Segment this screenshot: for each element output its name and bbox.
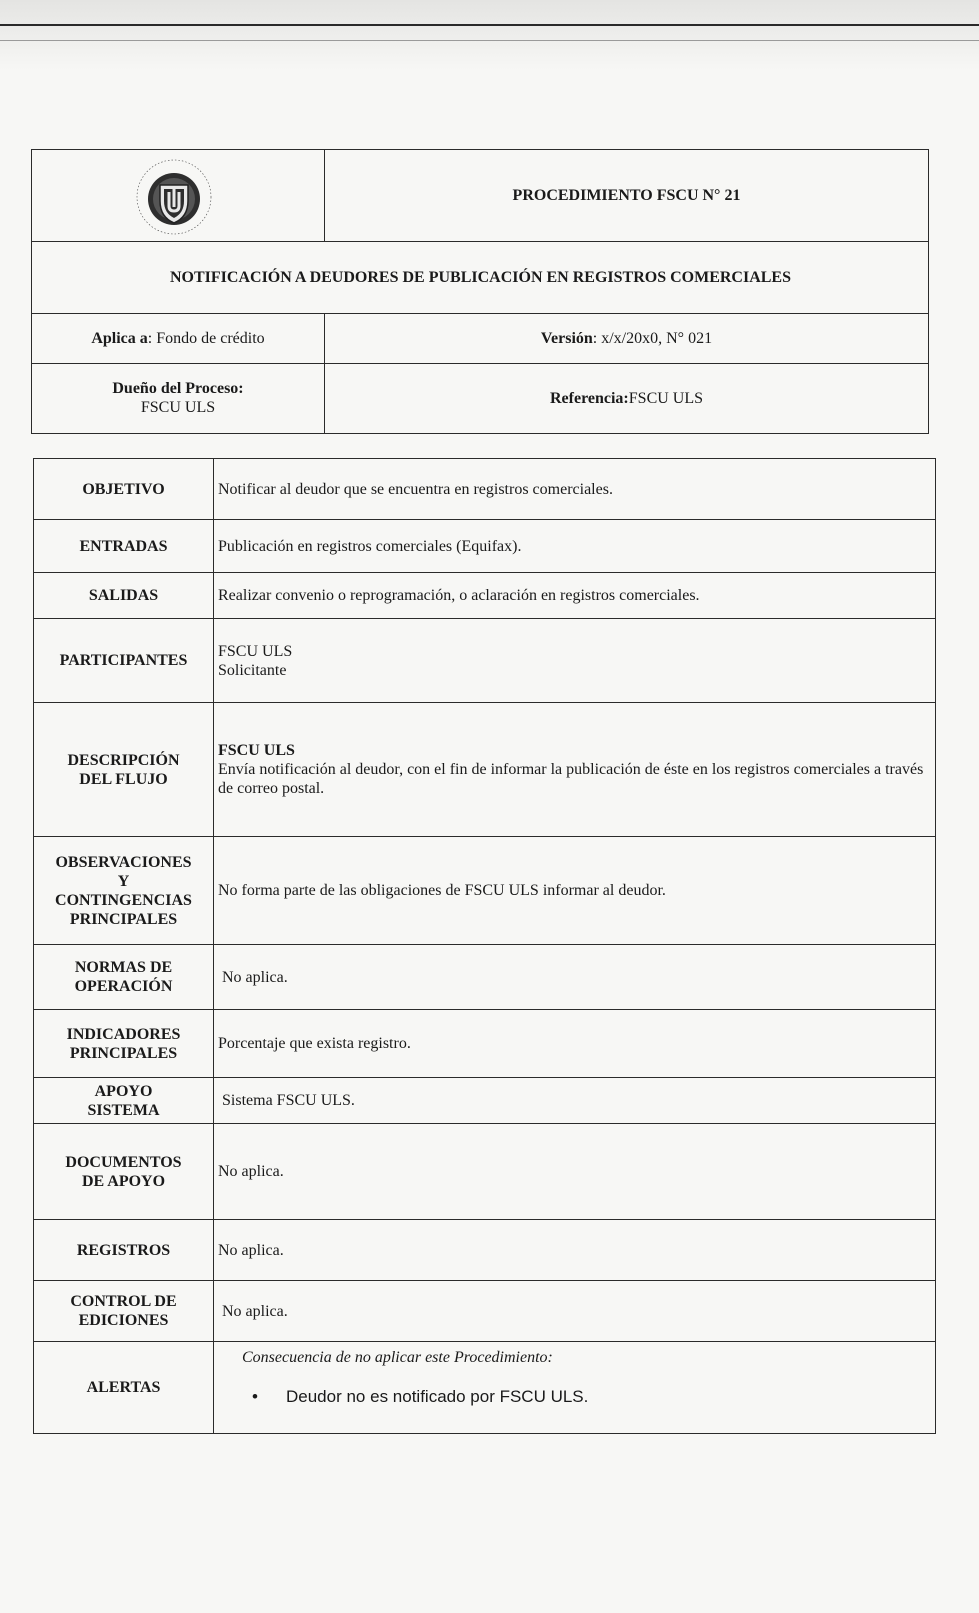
reference xyxy=(324,363,929,433)
row-value xyxy=(214,703,936,837)
reference-value: FSCU ULS xyxy=(628,389,704,407)
owner-label: Dueño del Proceso: xyxy=(112,380,244,397)
row-label: OBJETIVO xyxy=(34,459,214,520)
label-line: INDICADORES xyxy=(66,1025,181,1043)
label-line: EDICIONES xyxy=(78,1312,169,1329)
scan-edge-line xyxy=(0,24,979,26)
table-row xyxy=(34,1220,936,1281)
row-label: SALIDAS xyxy=(34,573,214,619)
university-seal-icon xyxy=(136,159,212,235)
bullet-icon: • xyxy=(252,1387,258,1406)
applies-label: Aplica a xyxy=(91,329,148,347)
row-label xyxy=(34,1010,214,1078)
flow-actor: FSCU ULS xyxy=(218,742,295,759)
header-block xyxy=(31,149,929,434)
table-row xyxy=(34,945,936,1010)
table-row xyxy=(34,837,936,945)
alert-heading: Consecuencia de no aplicar este Procedimiento: xyxy=(242,1349,553,1366)
scan-shadow xyxy=(0,0,979,70)
label-line: OPERACIÓN xyxy=(74,978,173,995)
flow-description: Envía notificación al deudor, con el fin de informar la publicación de éste en los registros comerciales a través de correo postal. xyxy=(218,761,924,797)
row-value: Sistema FSCU ULS. xyxy=(214,1078,936,1124)
participant: FSCU ULS xyxy=(218,642,293,660)
row-label xyxy=(34,837,214,945)
row-value: No aplica. xyxy=(214,1124,936,1220)
label-line: SISTEMA xyxy=(87,1101,160,1119)
row-label: REGISTROS xyxy=(34,1220,214,1281)
row-label xyxy=(34,1078,214,1124)
version xyxy=(324,313,929,363)
procedure-title: PROCEDIMIENTO FSCU N° 21 xyxy=(512,187,741,204)
owner-value: FSCU ULS xyxy=(140,399,216,416)
process-owner xyxy=(32,363,324,433)
page-title: NOTIFICACIÓN A DEUDORES DE PUBLICACIÓN EN REGISTROS COMERCIALES xyxy=(170,268,791,286)
row-value: No aplica. xyxy=(214,1281,936,1342)
scan-edge-line xyxy=(0,40,979,41)
row-label: PARTICIPANTES xyxy=(34,619,214,703)
label-line: OBSERVACIONES xyxy=(55,853,192,871)
label-line: DE APOYO xyxy=(81,1172,166,1190)
table-row xyxy=(34,573,936,619)
row-value: Realizar convenio o reprogramación, o aclaración en registros comerciales. xyxy=(214,573,936,619)
row-label xyxy=(34,703,214,837)
table-row xyxy=(34,1124,936,1220)
label-line: NORMAS DE xyxy=(74,959,173,976)
row-value xyxy=(214,1342,936,1434)
row-label: ENTRADAS xyxy=(34,520,214,573)
label-line: Y xyxy=(117,872,130,890)
table-row xyxy=(34,459,936,520)
row-value xyxy=(214,619,936,703)
row-label: ALERTAS xyxy=(34,1342,214,1434)
table-row xyxy=(34,1342,936,1434)
version-value: : x/x/20x0, N° 021 xyxy=(592,329,713,347)
alert-text: Deudor no es notificado por FSCU ULS. xyxy=(286,1387,589,1406)
row-label xyxy=(34,1281,214,1342)
row-value: No aplica. xyxy=(214,945,936,1010)
table-row xyxy=(34,520,936,573)
row-value: Porcentaje que exista registro. xyxy=(214,1010,936,1078)
alert-bullet xyxy=(252,1387,931,1406)
table-row xyxy=(34,1078,936,1124)
row-label xyxy=(34,945,214,1010)
participant: Solicitante xyxy=(218,661,287,679)
applies-value: : Fondo de crédito xyxy=(147,329,265,347)
table-row xyxy=(34,1010,936,1078)
label-line: PRINCIPALES xyxy=(69,910,178,928)
row-value: Notificar al deudor que se encuentra en registros comerciales. xyxy=(214,459,936,520)
label-line: CONTINGENCIAS xyxy=(55,891,192,909)
row-value: No aplica. xyxy=(214,1220,936,1281)
procedure-table xyxy=(33,458,936,1434)
row-value: No forma parte de las obligaciones de FSCU ULS informar al deudor. xyxy=(214,837,936,945)
label-line: DOCUMENTOS xyxy=(65,1153,182,1171)
applies-to xyxy=(32,313,324,363)
label-line: APOYO xyxy=(94,1082,153,1100)
table-row xyxy=(34,1281,936,1342)
row-value: Publicación en registros comerciales (Equifax). xyxy=(214,520,936,573)
row-label xyxy=(34,1124,214,1220)
label-line: PRINCIPALES xyxy=(69,1044,178,1062)
label-line: DEL FLUJO xyxy=(79,770,168,788)
label-line: CONTROL DE xyxy=(70,1293,177,1310)
table-row xyxy=(34,619,936,703)
label-line: DESCRIPCIÓN xyxy=(67,751,180,769)
version-label: Versión xyxy=(540,329,593,347)
reference-label: Referencia: xyxy=(549,389,629,407)
table-row xyxy=(34,703,936,837)
